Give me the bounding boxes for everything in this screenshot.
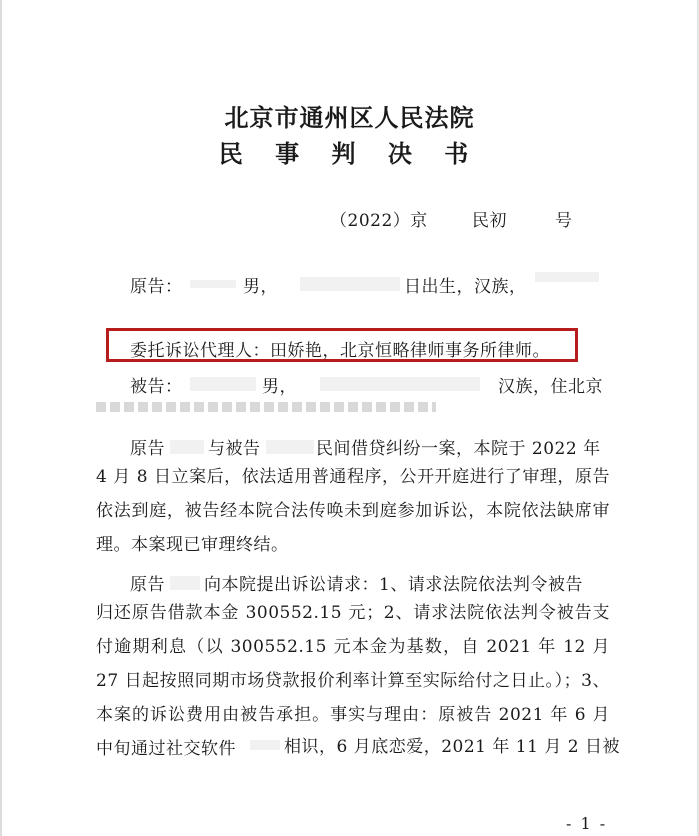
p2-claims-intro: 向本院提出诉讼请求：1、请求法院依法判令被告 [204,575,583,595]
redacted-defendant-name [190,377,256,391]
paragraph-2-body: 归还原告借款本金 300552.15 元；2、请求法院依法判令被告支付逾期利息（以 300552.15 元本金为基数，自 2021 年 12 月 27 日起按照同期市场贷款报价利率计算至实际给付之日止。）；3、本案的诉讼费用由被告承担。事实与理由：原被告 2021 年 6 月中旬通过社交软件 [96,603,610,759]
p1-plaintiff: 原告 [130,439,165,459]
cropped-text-line [96,402,436,412]
court-name: 北京市通州区人民法院 [224,103,475,132]
defendant-label: 被告： [130,377,183,397]
redacted-defendant-birth [320,377,480,391]
defendant-gender: 男， [262,377,297,397]
redacted-p1-plaintiff [170,440,204,454]
page-number: - 1 - [566,814,608,833]
p2-plaintiff: 原告 [130,575,165,595]
plaintiff-birth: 日出生，汉族， [404,277,527,297]
redacted-p1-defendant [266,440,314,454]
case-number-suffix: 号 [555,211,573,231]
p1-defendant-label: 与被告 [208,439,261,459]
agent-line: 委托诉讼代理人：田娇艳，北京恒略律师事务所律师。 [130,341,550,361]
redacted-plaintiff-address [535,272,599,282]
plaintiff-label: 原告： [130,277,183,297]
case-number-year: （2022）京 [330,211,428,231]
defendant-ethnicity-address: 汉族，住北京 [498,377,603,397]
p1-case-intro: 民间借贷纠纷一案，本院于 2022 年 [316,439,601,459]
redacted-plaintiff-name [190,280,236,288]
redacted-social-app [250,740,280,750]
plaintiff-gender: 男， [243,277,278,297]
redacted-birth-date [300,277,400,291]
document-type: 民 事 判 决 书 [218,139,481,168]
p2-ending: 相识，6 月底恋爱，2021 年 11 月 2 日被 [284,737,620,757]
case-number-middle: 民初 [472,211,507,231]
paragraph-1-body: 4 月 8 日立案后，依法适用普通程序，公开开庭进行了审理，原告依法到庭，被告经本院合法传唤未到庭参加诉讼，本院依法缺席审理。本案现已审理终结。 [96,467,610,555]
redacted-p2-plaintiff [170,576,200,590]
